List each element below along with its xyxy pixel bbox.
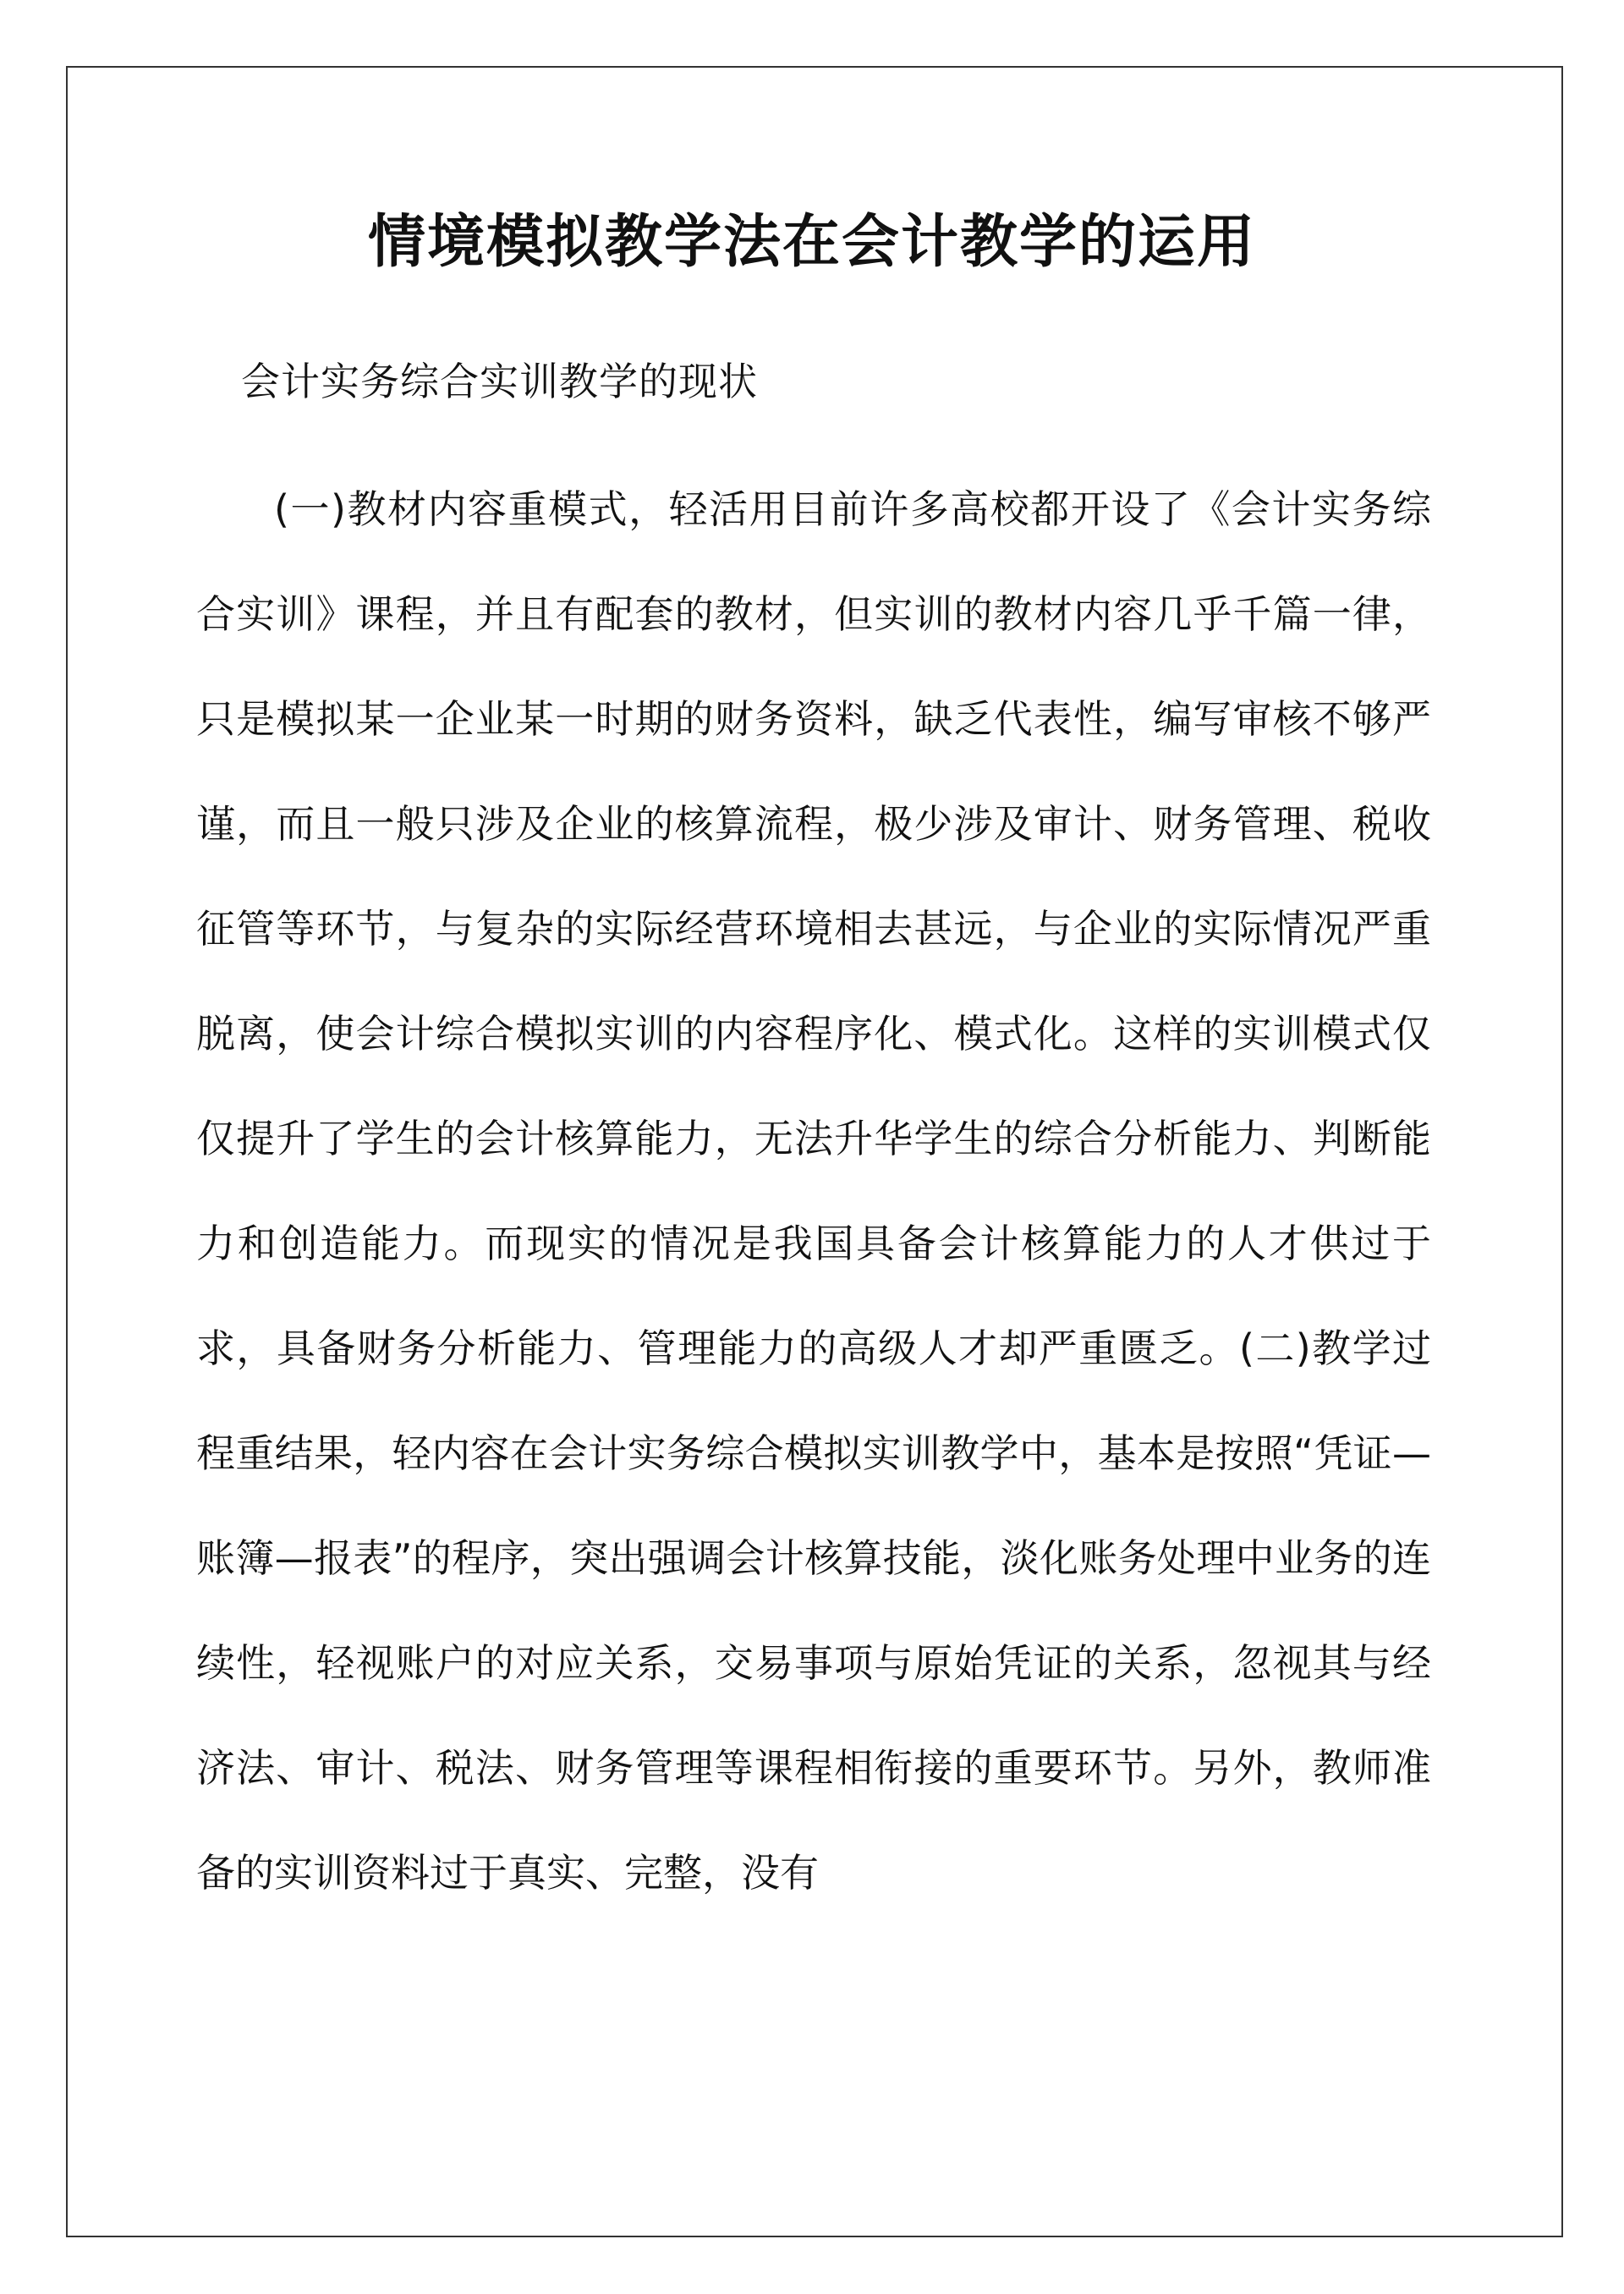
section-heading: 会计实务综合实训教学的现状 [241,359,758,404]
document-title: 情境模拟教学法在会计教学的运用 [367,208,1256,276]
body-paragraph: (一)教材内容重模式，轻活用目前许多高校都开设了《会计实务综合实训》课程，并且有配套的教材，但实训的教材内容几乎千篇一律，只是模拟某一企业某一时期的财务资料，缺乏代表性，编写审核不够严谨，而且一般只涉及企业的核算流程，极少涉及审计、财务管理、税收征管等环节，与复杂的实际经营环境相去甚远，与企业的实际情况严重脱离，使会计综合模拟实训的内容程序化、模式化。这样的实训模式仅仅提升了学生的会计核算能力，无法升华学生的综合分析能力、判断能力和创造能力。而现实的情况是我国具备会计核算能力的人才供过于求，具备财务分析能力、管理能力的高级人才却严重匮乏。(二)教学过程重结果，轻内容在会计实务综合模拟实训教学中，基本是按照“凭证—账簿—报表”的程序，突出强调会计核算技能，淡化账务处理中业务的连续性，轻视账户的对应关系，交易事项与原始凭证的关系，忽视其与经济法、审计、税法、财务管理等课程相衔接的重要环节。另外，教师准备的实训资料过于真实、完整，没有 [196,486,1431,1896]
